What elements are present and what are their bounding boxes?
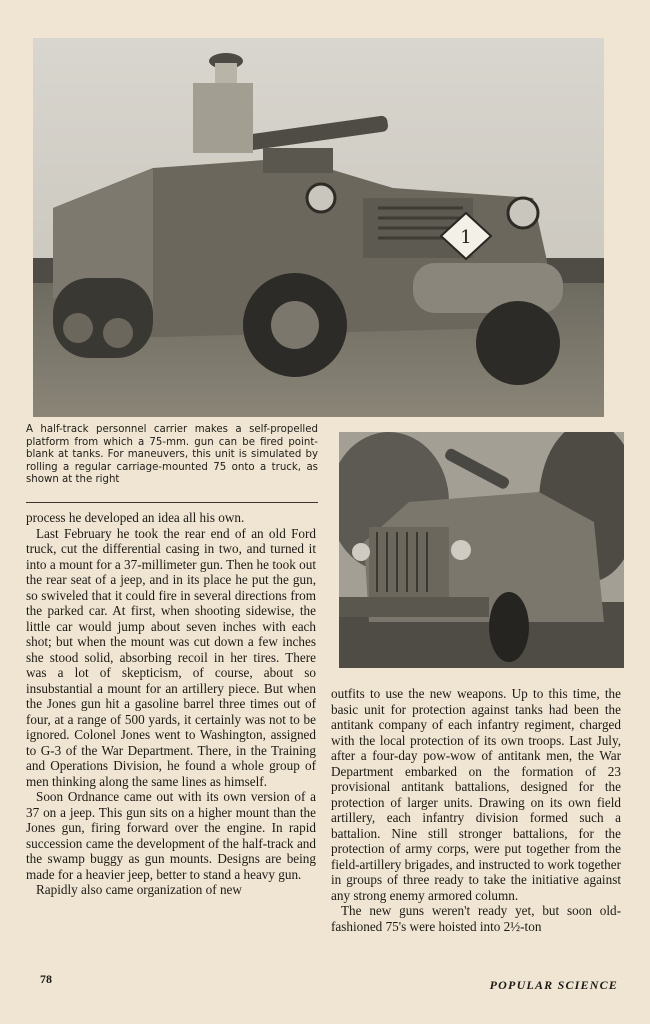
paragraph: The new guns weren't ready yet, but soon old-fashioned 75's were hoisted into 2½-ton <box>331 903 621 934</box>
article-column-left <box>26 510 316 898</box>
half-track-photo <box>33 38 604 417</box>
magazine-name: POPULAR SCIENCE <box>489 978 618 992</box>
photo-caption: A half-track personnel carrier makes a self-propelled platform from which a 75-mm. gun can be fired point-blank at tanks. For maneuvers, this unit is simulated by rolling a regular carriage-mounted 75 onto a truck, as shown at the right <box>26 424 318 486</box>
paragraph: outfits to use the new weapons. Up to this time, the basic unit for protection against tanks had been the antitank company of each infantry regiment, charged with the local protection of its own troops. Last July, after a four-day pow-wow of antitank men, the War Department embarked on the formation of 23 provisional antitank battalions, designed for the protection of larger units. Drawing on its own field artillery, each infantry division formed such a battalion. Nine still stronger battalions, for the protection of army corps, were put together from the field-artillery brigades, and instructed to work together in groups of three ready to take the initiative against any strong enemy armored column. <box>331 686 621 903</box>
page-number: 78 <box>40 972 52 986</box>
paragraph: Soon Ordnance came out with its own version of a 37 on a jeep. This gun sits on a higher mount than the Jones gun, firing forward over the engine. In rapid succession came the development of the half-track and the swamp buggy as gun mounts. Designs are being made for a heavier jeep, better to stand a heavy gun. <box>26 789 316 882</box>
truck-gun-photo <box>339 432 624 668</box>
paragraph: Rapidly also came organization of new <box>36 882 242 897</box>
vehicle-marking: 1 <box>460 227 472 248</box>
paragraph: Last February he took the rear end of an old Ford truck, cut the differential casing in two, and turned it into a mount for a 37-millimeter gun. Then he took out the rear seat of a jeep, and in its place he put the gun, so swiveled that it could fire in several directions from the parked car. At first, when shooting sidewise, the little car would jump about seven inches with each shot; but when the mount was cut down a few inches she stood solid, absorbing recoil in her tires. There was a lot of skepticism, of course, about so insubstantial a mount for an artillery piece. But when the Jones gun hit a gasoline barrel three times out of four, at a range of 500 yards, it certainly was not to be ignored. Colonel Jones went to Washington, assigned to G-3 of the War Department. There, in the Training and Operations Division, he found a whole group of men thinking along the same lines as himself. <box>26 525 316 789</box>
truck-gun-illustration <box>339 432 624 668</box>
article-column-right <box>331 686 621 934</box>
caption-divider <box>26 502 318 503</box>
half-track-illustration <box>33 38 604 417</box>
paragraph: process he developed an idea all his own. <box>26 510 245 525</box>
